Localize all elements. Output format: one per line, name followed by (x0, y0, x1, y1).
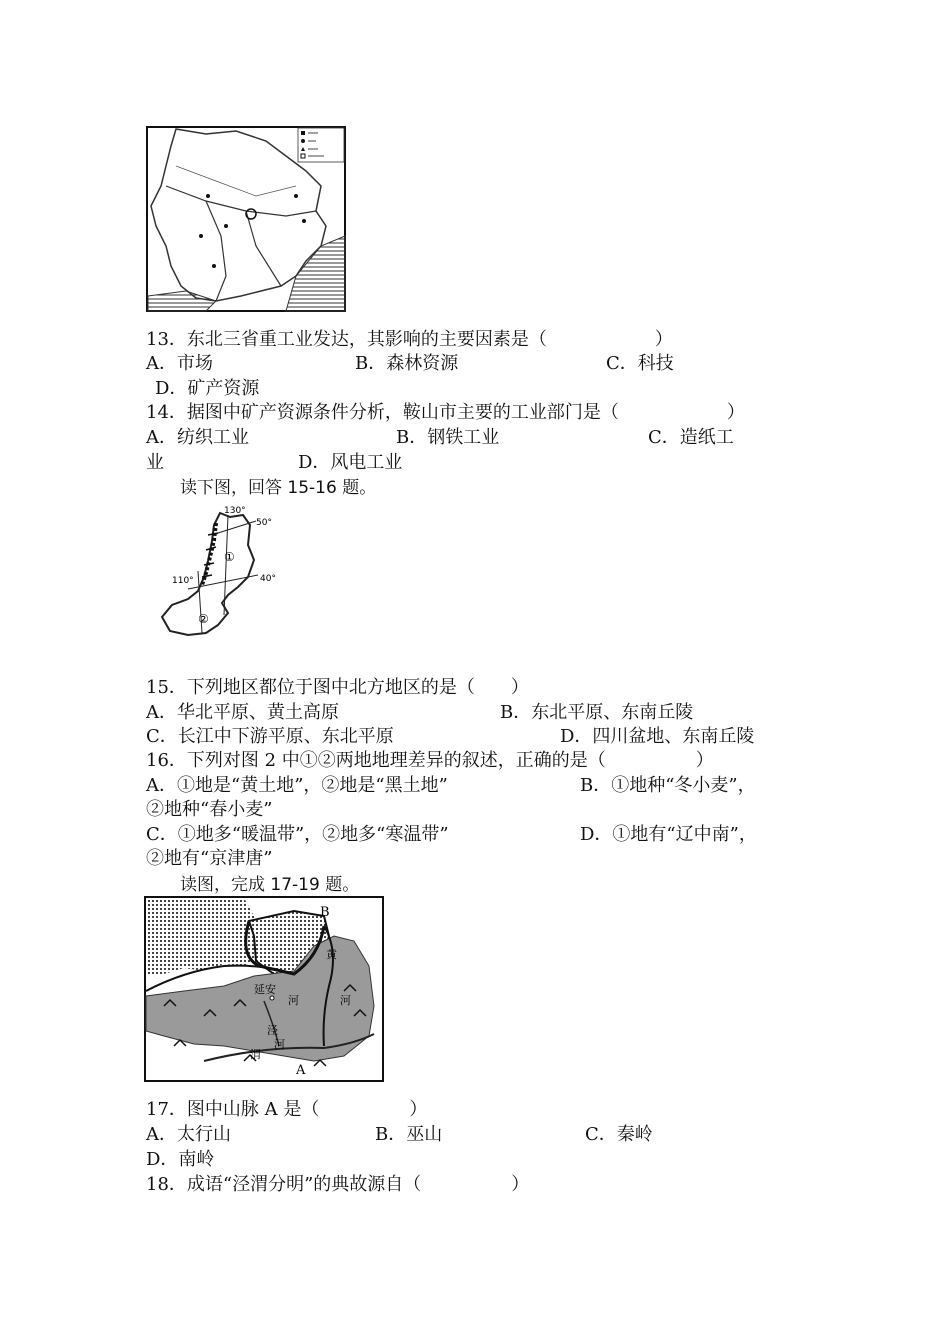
q15-option-d[interactable]: D．四川盆地、东南丘陵 (560, 726, 755, 747)
q14-option-c[interactable]: C．造纸工 (648, 427, 734, 448)
q15-option-b[interactable]: B．东北平原、东南丘陵 (500, 702, 694, 723)
q13-stem: 13．东北三省重工业发达，其影响的主要因素是（ ） (146, 329, 673, 350)
q14-option-c-continued: 业 (146, 452, 164, 473)
river-huang-label: 黄 (326, 948, 337, 961)
q16-option-d[interactable]: D．①地有“辽中南”， (580, 824, 757, 845)
region-1-label: ① (224, 550, 235, 564)
lon-130-label: 130° (224, 506, 246, 516)
lon-110-label: 110° (172, 576, 194, 586)
intro-17-19: 读图，完成 17-19 题。 (180, 875, 360, 895)
river-wei-label: 渭 (250, 1048, 261, 1061)
label-b: B (320, 905, 330, 920)
q14-option-b[interactable]: B．钢铁工业 (396, 427, 500, 448)
river-he3-label: 河 (274, 1038, 285, 1051)
q15-stem: 15．下列地区都位于图中北方地区的是（ ） (146, 677, 529, 698)
q15-option-a[interactable]: A．华北平原、黄土高原 (146, 702, 339, 723)
label-a: A (296, 1063, 306, 1078)
q13-option-b[interactable]: B．森林资源 (355, 353, 459, 374)
q13-option-a[interactable]: A．市场 (146, 353, 213, 374)
q16-stem: 16．下列对图 2 中①②两地地理差异的叙述，正确的是（ ） (146, 750, 714, 771)
q17-option-c[interactable]: C．秦岭 (585, 1124, 653, 1145)
q18-stem: 18．成语“泾渭分明”的典故源自（ ） (146, 1174, 530, 1195)
lat-50-label: 50° (256, 518, 272, 528)
loess-plateau-map (144, 896, 384, 1082)
q17-stem: 17．图中山脉 A 是（ ） (146, 1099, 428, 1120)
northeast-china-map (146, 126, 346, 312)
lat-40-label: 40° (260, 574, 276, 584)
q16-option-b-continued: ②地种“春小麦” (146, 799, 273, 820)
q13-option-d[interactable]: D．矿产资源 (155, 378, 260, 399)
q17-option-d[interactable]: D．南岭 (146, 1149, 215, 1170)
q16-option-a[interactable]: A．①地是“黄土地”，②地是“黑土地” (146, 775, 448, 796)
q13-option-c[interactable]: C．科技 (606, 353, 674, 374)
q17-option-a[interactable]: A．太行山 (146, 1124, 231, 1145)
river-he2-label: 河 (340, 994, 351, 1007)
q17-option-b[interactable]: B．巫山 (375, 1124, 443, 1145)
region-2-label: ② (198, 612, 209, 626)
q16-option-d-continued: ②地有“京津唐” (146, 848, 273, 869)
river-jing-label: 泾 (267, 1024, 278, 1037)
q14-stem: 14．据图中矿产资源条件分析，鞍山市主要的工业部门是（ ） (146, 402, 745, 423)
north-region-sketch-map (158, 505, 288, 645)
intro-15-16: 读下图，回答 15-16 题。 (180, 478, 377, 498)
yanan-label: 延安 (254, 983, 276, 996)
q15-option-c[interactable]: C．长江中下游平原、东北平原 (146, 726, 394, 747)
q14-option-a[interactable]: A．纺织工业 (146, 427, 249, 448)
q14-option-d[interactable]: D．风电工业 (298, 452, 403, 473)
q16-option-c[interactable]: C．①地多“暖温带”，②地多“寒温带” (146, 824, 449, 845)
q16-option-b[interactable]: B．①地种“冬小麦”， (580, 775, 756, 796)
river-he-label: 河 (288, 994, 299, 1007)
